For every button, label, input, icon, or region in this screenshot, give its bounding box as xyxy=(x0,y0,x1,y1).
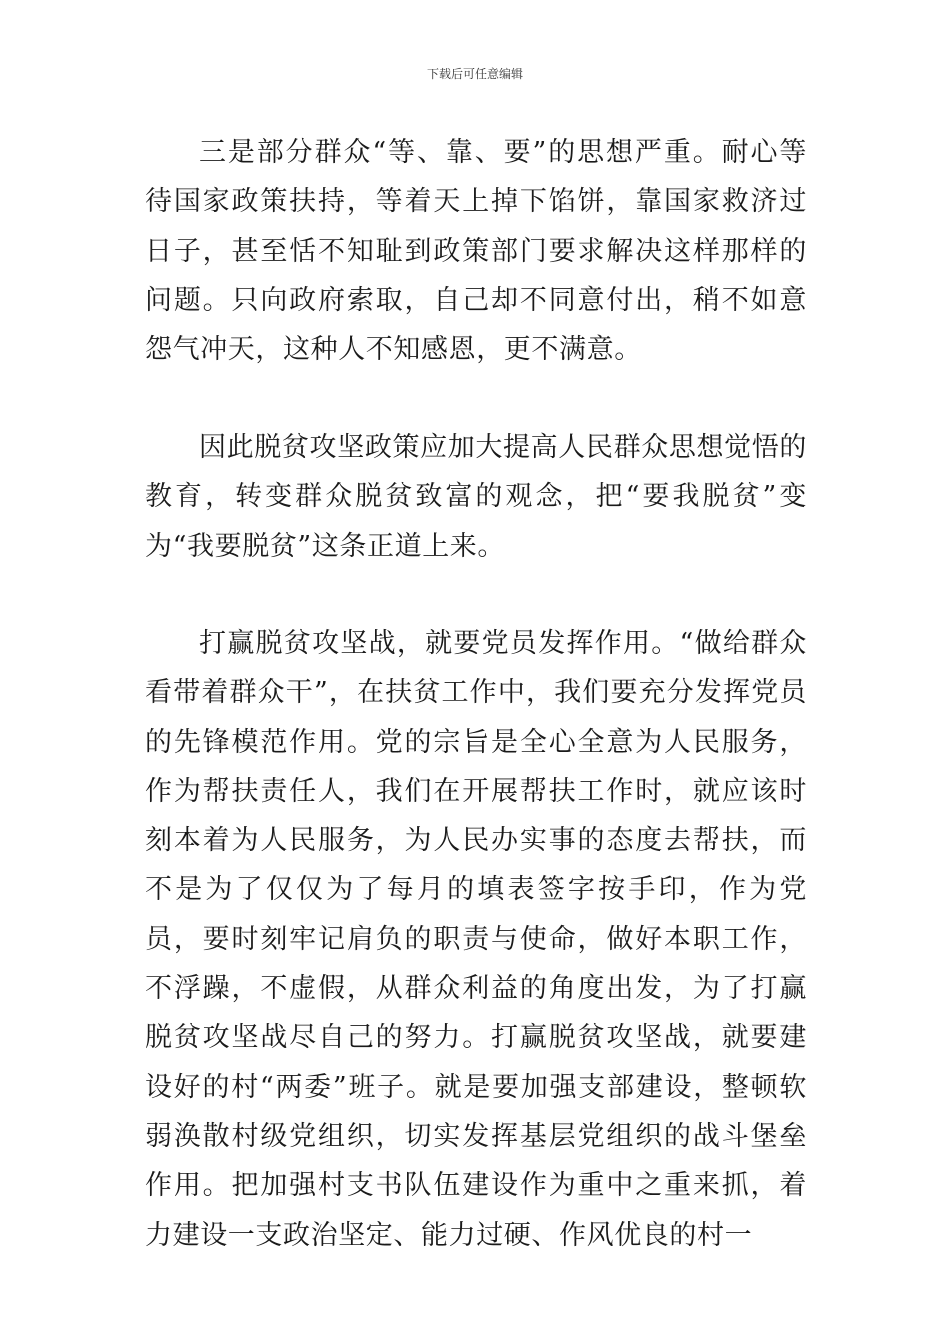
paragraph-2: 因此脱贫攻坚政策应加大提高人民群众思想觉悟的教育，转变群众脱贫致富的观念，把“要我脱贫”变为“我要脱贫”这条正道上来。 xyxy=(145,432,807,562)
header-note: 下载后可任意编辑 xyxy=(426,67,523,81)
paragraph-3: 打赢脱贫攻坚战，就要党员发挥作用。“做给群众看带着群众干”，在扶贫工作中，我们要充分发挥党员的先锋模范作用。党的宗旨是全心全意为人民服务，作为帮扶责任人，我们在开展帮扶工作时，就应该时刻本着为人民服务，为人民办实事的态度去帮扶，而不是为了仅仅为了每月的填表签字按手印，作为党员，要时刻牢记肩负的职责与使命，做好本职工作，不浮躁，不虚假，从群众利益的角度出发，为了打赢脱贫攻坚战尽自己的努力。打赢脱贫攻坚战，就要建设好的村“两委”班子。就是要加强支部建设，整顿软弱涣散村级党组织，切实发挥基层党组织的战斗堡垒作用。把加强村支书队伍建设作为重中之重来抓，着力建设一支政治坚定、能力过硬、作风优良的村一 xyxy=(145,628,807,1251)
paragraph-spacer xyxy=(145,571,807,619)
document-body xyxy=(145,128,807,1260)
paragraph-spacer xyxy=(145,375,807,423)
paragraph-1: 三是部分群众“等、靠、要”的思想严重。耐心等待国家政策扶持，等着天上掉下馅饼，靠国家救济过日子，甚至恬不知耻到政策部门要求解决这样那样的问题。只向政府索取，自己却不同意付出，稍不如意怨气冲天，这种人不知感恩，更不满意。 xyxy=(145,137,807,366)
